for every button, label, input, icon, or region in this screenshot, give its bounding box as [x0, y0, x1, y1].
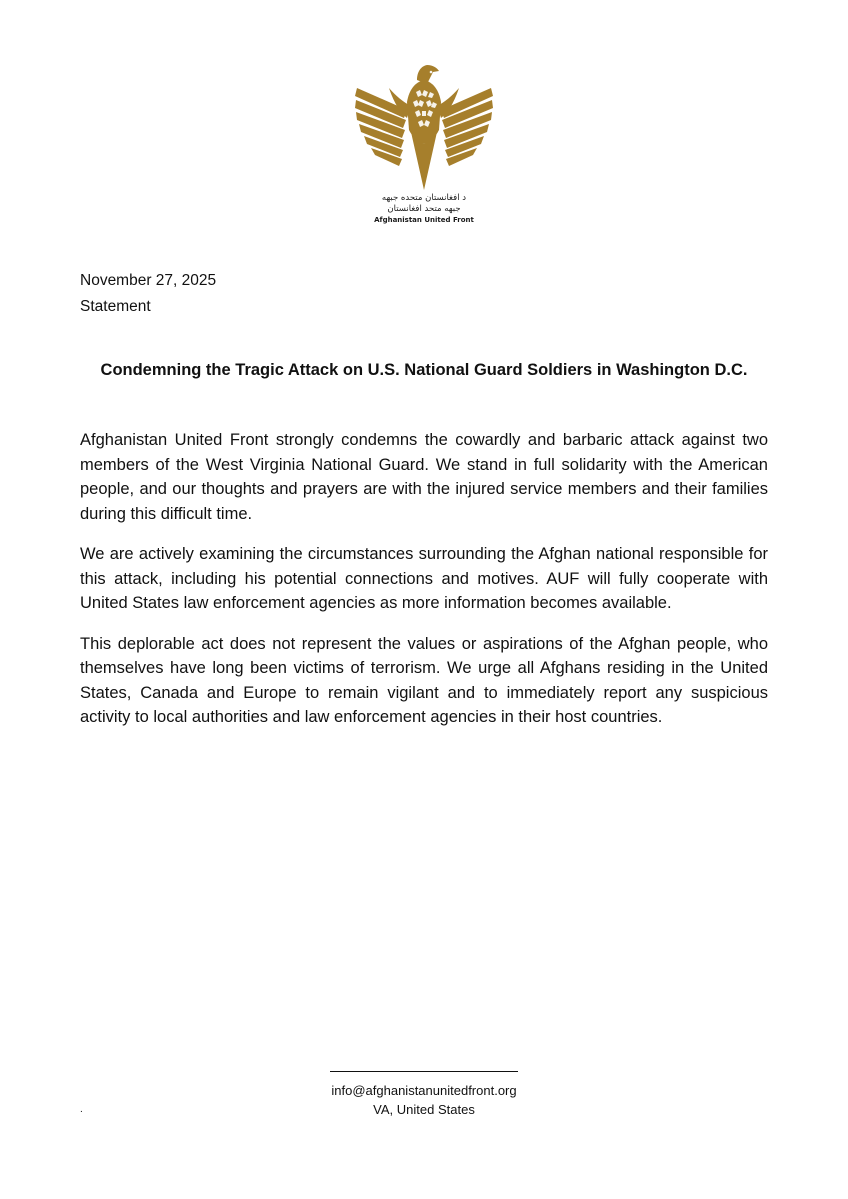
eagle-emblem-icon — [349, 60, 499, 192]
logo-name-english: Afghanistan United Front — [374, 216, 474, 224]
body-paragraph: We are actively examining the circumstances surrounding the Afghan national responsible for this attack, including his potential connections and motives. AUF will fully cooperate with United States law enforcement agencies as more information becomes available. — [80, 545, 768, 612]
statement-date: November 27, 2025 — [80, 272, 217, 289]
logo-name-pashto: د افغانستان متحده جبهه — [381, 193, 467, 203]
statement-body — [80, 428, 768, 746]
footer-location: VA, United States — [373, 1102, 475, 1117]
statement-title: Condemning the Tragic Attack on U.S. National Guard Soldiers in Washington D.C. — [100, 361, 748, 379]
logo — [349, 60, 499, 230]
document-type: Statement — [80, 298, 151, 315]
body-paragraph: Afghanistan United Front strongly condemns the cowardly and barbaric attack against two members of the West Virginia National Guard. We stand in full solidarity with the American people, and our thoughts and prayers are with the injured service members and their families during this difficult time. — [80, 431, 768, 523]
stray-mark: . — [80, 1104, 83, 1115]
footer-email: info@afghanistanunitedfront.org — [331, 1083, 517, 1098]
logo-name-dari: جبهه متحد افغانستان — [387, 204, 461, 214]
body-paragraph: This deplorable act does not represent the values or aspirations of the Afghan people, who themselves have long been victims of terrorism. We urge all Afghans residing in the United States, Canada and Europe to remain vigilant and to immediately report any suspicious activity to local authorities and law enforcement agencies in their host countries. — [80, 634, 768, 726]
footer-divider — [330, 1071, 518, 1072]
